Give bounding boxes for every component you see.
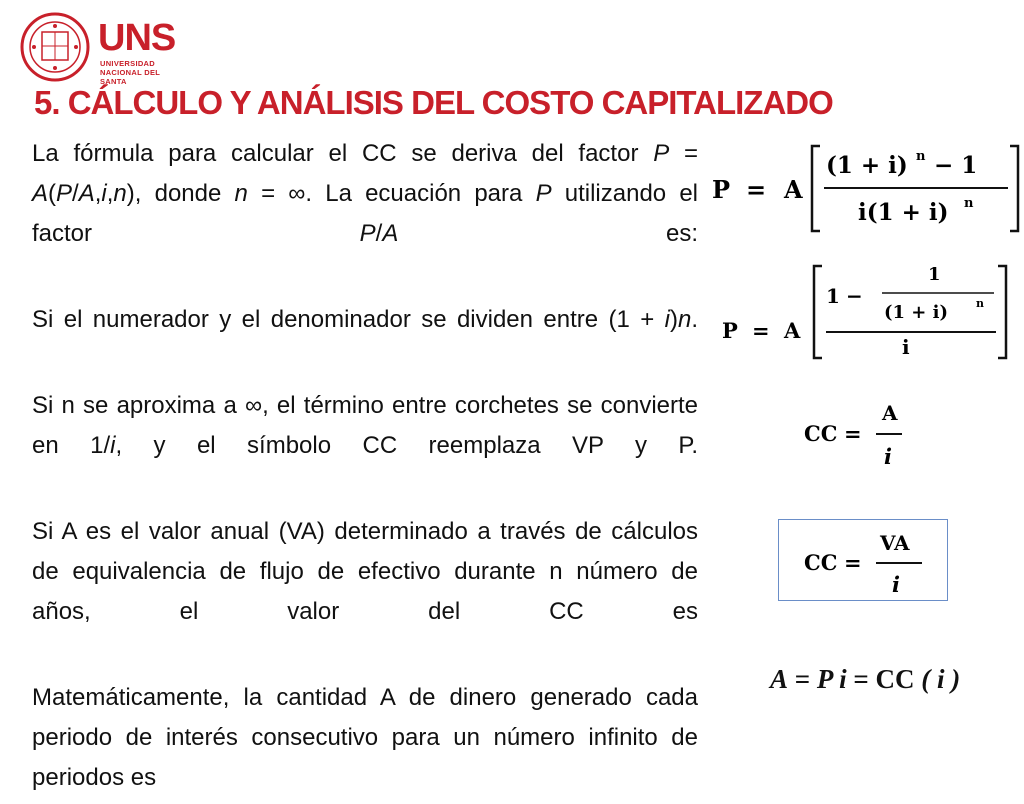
eq1-den-exp: n	[964, 196, 974, 211]
logo-text: UNS	[98, 17, 176, 59]
eq2-equals: =	[752, 318, 770, 343]
body-text	[32, 134, 698, 804]
university-seal-icon	[20, 12, 90, 82]
italic-text: n	[113, 180, 127, 207]
italic-text: i	[110, 432, 116, 459]
eq2-lhs: P	[722, 318, 738, 343]
italic-text: n	[677, 306, 692, 333]
eq2-minus: −	[846, 284, 863, 308]
equation-p-divided	[722, 258, 1012, 364]
eq2-den: i	[902, 335, 910, 359]
eq4-num: VA	[880, 531, 910, 555]
university-logo	[20, 12, 176, 86]
italic-text: i	[101, 180, 107, 207]
eq2-inner-num: 1	[928, 264, 941, 285]
italic-text: A	[382, 220, 399, 247]
text-run: = ∞. La ecuación para	[247, 180, 536, 207]
italic-text: P	[535, 180, 552, 207]
italic-text: P i	[816, 664, 847, 694]
text-run: La fórmula para calcular el CC se deriva del factor	[32, 140, 654, 167]
eq1-equals: =	[746, 175, 767, 204]
eq1-left-bracket	[812, 146, 820, 231]
text-run: (	[48, 180, 57, 207]
eq2-inner-den-base: (1 + i)	[884, 302, 949, 323]
paragraph-1	[32, 134, 698, 294]
logo-subtitle-line1: UNIVERSIDAD	[100, 59, 155, 68]
eq1-den-base: i(1 + i)	[858, 199, 949, 226]
text-run: = CC	[846, 664, 922, 694]
eq1-lhs: P	[712, 175, 731, 204]
paragraph-3	[32, 386, 698, 506]
text-run: Si A es el valor anual (VA) determinado a través de cálculos de equivalencia de flujo de efectivo durante n número de años, el valor del CC es	[32, 518, 698, 625]
text-run: )	[669, 306, 678, 333]
text-run: =	[669, 140, 698, 167]
eq2-factor: A	[784, 318, 801, 343]
eq1-num-tail: − 1	[934, 152, 978, 179]
eq3-lhs: CC	[804, 421, 838, 446]
eq2-left-bracket	[814, 266, 822, 358]
italic-text: P	[56, 180, 73, 207]
text-run: ,	[94, 180, 102, 207]
equation-cc-a	[804, 396, 914, 472]
italic-text: n	[234, 180, 248, 207]
text-run: Si el numerador y el denominador se dividen entre (1 +	[32, 306, 665, 333]
text-run: /	[375, 220, 383, 247]
text-run: .	[691, 306, 698, 333]
eq2-one: 1	[826, 284, 840, 308]
eq3-num: A	[882, 401, 898, 425]
paragraph-5	[32, 678, 698, 798]
logo-subtitle	[100, 59, 170, 86]
text-run: ), donde	[126, 180, 235, 207]
eq2-right-bracket	[998, 266, 1006, 358]
eq4-equals: =	[844, 550, 862, 575]
text-run: /	[72, 180, 79, 207]
final-relation	[770, 664, 960, 695]
italic-text: i	[664, 306, 670, 333]
eq3-den: i	[884, 444, 892, 469]
italic-text: P	[653, 140, 670, 167]
text-run: , y el símbolo CC reemplaza VP y P.	[115, 432, 698, 459]
equation-cc-va	[804, 526, 934, 596]
italic-text: A	[78, 180, 95, 207]
paragraph-4	[32, 512, 698, 672]
page-title: 5. CÁLCULO Y ANÁLISIS DEL COSTO CAPITALIZADO	[34, 84, 833, 121]
eq4-lhs: CC	[804, 550, 838, 575]
italic-text: A	[32, 180, 49, 207]
eq1-num-exp: n	[916, 149, 926, 164]
italic-text: A	[770, 664, 789, 694]
text-run: Matemáticamente, la cantidad A de dinero generado cada periodo de interés consecutivo para un número infinito de periodos es	[32, 684, 698, 791]
text-run: ,	[106, 180, 114, 207]
text-run: es:	[398, 220, 698, 247]
text-run: Si n se aproxima a ∞, el término entre corchetes se convierte en 1/	[32, 392, 698, 459]
paragraph-2	[32, 300, 698, 380]
eq1-factor: A	[784, 175, 803, 204]
eq4-den: i	[892, 572, 900, 596]
text-run: =	[788, 664, 817, 694]
eq1-right-bracket	[1010, 146, 1018, 231]
eq2-inner-den-exp: n	[976, 297, 984, 310]
eq3-equals: =	[844, 421, 862, 446]
italic-text: P	[359, 220, 376, 247]
eq1-num-base: (1 + i)	[826, 152, 908, 179]
logo-subtitle-line2: NACIONAL DEL SANTA	[100, 68, 160, 86]
italic-text: ( i )	[921, 664, 961, 694]
text-run: utilizando el factor	[32, 180, 699, 247]
equation-p-formula	[712, 138, 1022, 238]
